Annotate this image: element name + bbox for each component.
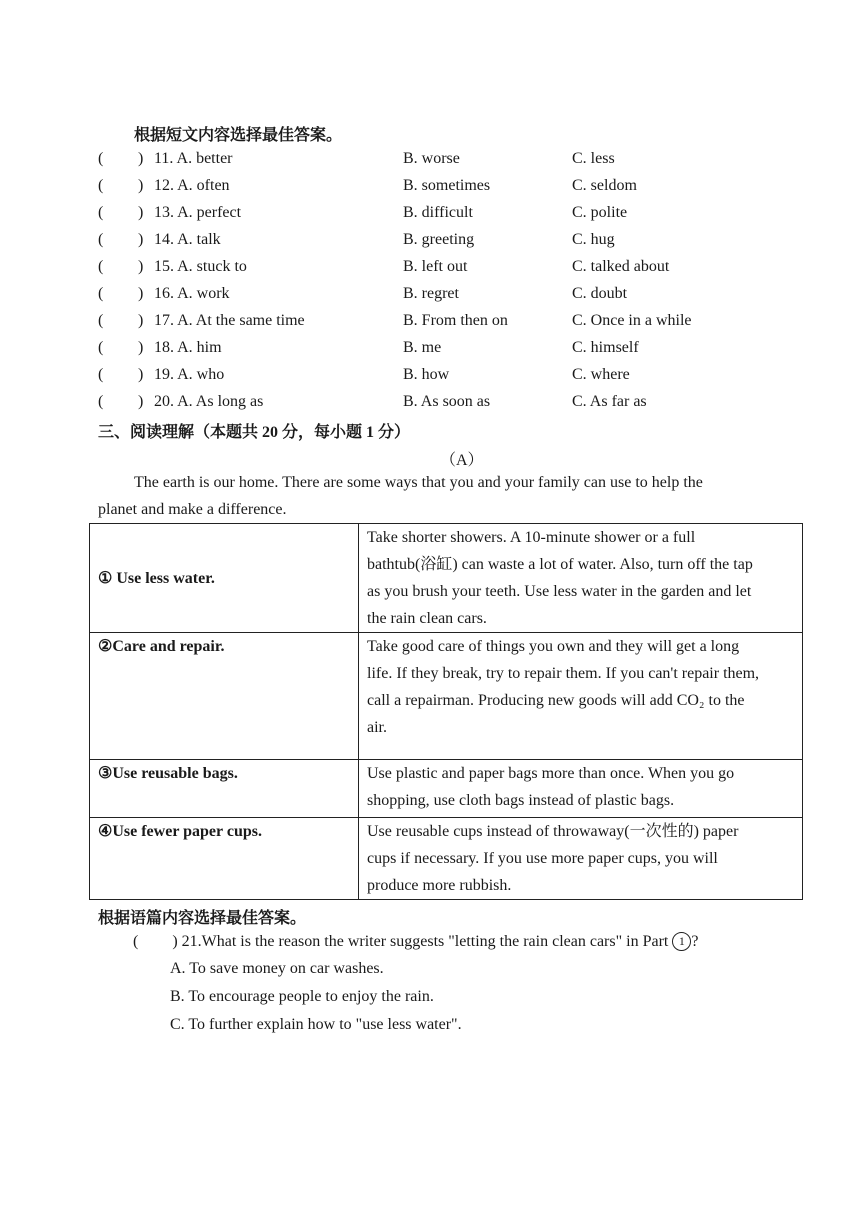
answer-blank[interactable]: [108, 393, 136, 413]
option-c: C. where: [572, 366, 630, 383]
answer-paren-left: (: [98, 285, 104, 302]
option-a: 11. A. better: [154, 150, 233, 167]
cloze-question-row: [98, 231, 798, 255]
circled-number: 1: [672, 932, 691, 951]
option-b: B. greeting: [403, 231, 475, 248]
question-instruction: 根据语篇内容选择最佳答案。: [98, 910, 307, 927]
option-c: C. Once in a while: [572, 312, 692, 329]
way-description-line: shopping, use cloth bags instead of plastic bags.: [367, 792, 675, 809]
answer-paren-left: (: [98, 339, 104, 356]
cloze-question-row: [98, 177, 798, 201]
section-title: 三、阅读理解（本题共 20 分，每小题 1 分）: [98, 424, 411, 441]
way-description-line: produce more rubbish.: [367, 877, 512, 894]
passage-intro-line-2: planet and make a difference.: [98, 501, 287, 518]
way-description: [359, 818, 803, 900]
answer-paren-right: ): [138, 366, 144, 383]
way-description-line: Use reusable cups instead of throwaway(一次性的) paper: [367, 823, 739, 840]
ways-table-row: [90, 818, 803, 900]
ways-table-row: [90, 524, 803, 633]
way-description-line: as you brush your teeth. Use less water in the garden and let: [367, 583, 752, 600]
answer-blank[interactable]: [108, 177, 136, 197]
option-b: B. regret: [403, 285, 459, 302]
way-description: [359, 760, 803, 818]
option-c: C. As far as: [572, 393, 647, 410]
part-label: （A）: [440, 452, 484, 469]
option-a: 12. A. often: [154, 177, 230, 194]
option-c: C. seldom: [572, 177, 637, 194]
answer-blank[interactable]: [108, 231, 136, 251]
way-title-text: ③Use reusable bags.: [98, 765, 238, 782]
option-b: B. me: [403, 339, 442, 356]
answer-paren-left: (: [98, 150, 104, 167]
way-title: [90, 524, 359, 633]
question-end: ?: [691, 933, 699, 950]
way-description: [359, 633, 803, 760]
way-description: [359, 524, 803, 633]
answer-blank[interactable]: [108, 312, 136, 332]
option-b: B. how: [403, 366, 450, 383]
option-a: 15. A. stuck to: [154, 258, 247, 275]
option-a: 19. A. who: [154, 366, 225, 383]
answer-blank[interactable]: [108, 258, 136, 278]
cloze-question-row: [98, 393, 798, 417]
ways-table-row: [90, 760, 803, 818]
way-title: [90, 818, 359, 900]
answer-paren-right: ): [138, 150, 144, 167]
way-description-line: call a repairman. Producing new goods will add CO₂ to the: [367, 692, 745, 709]
cloze-question-row: [98, 150, 798, 174]
option-c: C. polite: [572, 204, 628, 221]
option-b: B. As soon as: [403, 393, 491, 410]
option-c: C. hug: [572, 231, 615, 248]
option-a: 14. A. talk: [154, 231, 221, 248]
option-b: B. left out: [403, 258, 468, 275]
way-title: [90, 760, 359, 818]
passage-intro-line-1: The earth is our home. There are some ways that you and your family can use to help the: [134, 474, 703, 491]
option-b: B. difficult: [403, 204, 473, 221]
option-b: B. worse: [403, 150, 460, 167]
cloze-question-row: [98, 312, 798, 336]
option-a: 13. A. perfect: [154, 204, 242, 221]
answer-paren-right: ): [138, 339, 144, 356]
way-description-line: Use plastic and paper bags more than once. When you go: [367, 765, 735, 782]
way-description-line: cups if necessary. If you use more paper cups, you will: [367, 850, 718, 867]
ways-table-row: [90, 633, 803, 760]
cloze-question-row: [98, 366, 798, 390]
way-description-line: bathtub(浴缸) can waste a lot of water. Also, turn off the tap: [367, 556, 753, 573]
answer-blank[interactable]: [108, 285, 136, 305]
answer-blank[interactable]: [108, 204, 136, 224]
option-a: 20. A. As long as: [154, 393, 264, 410]
option-a: 18. A. him: [154, 339, 222, 356]
answer-paren-right: ): [138, 258, 144, 275]
option-b: B. From then on: [403, 312, 508, 329]
option-a: 17. A. At the same time: [154, 312, 305, 329]
cloze-instruction: 根据短文内容选择最佳答案。: [134, 127, 343, 144]
way-title-text: ②Care and repair.: [98, 638, 225, 655]
option-c: C. To further explain how to "use less water".: [170, 1016, 462, 1033]
answer-paren-left: (: [133, 933, 139, 950]
way-title-text: ① Use less water.: [98, 569, 215, 587]
answer-paren-left: (: [98, 366, 104, 383]
cloze-question-row: [98, 258, 798, 282]
answer-blank[interactable]: [108, 339, 136, 359]
answer-paren-right: ): [138, 204, 144, 221]
way-description-line: Take shorter showers. A 10-minute shower or a full: [367, 529, 696, 546]
answer-blank[interactable]: [108, 366, 136, 386]
question-21: [133, 932, 698, 951]
answer-paren-right: ): [138, 231, 144, 248]
answer-blank[interactable]: [108, 150, 136, 170]
answer-paren-left: (: [98, 258, 104, 275]
option-a: 16. A. work: [154, 285, 230, 302]
answer-paren-left: (: [98, 312, 104, 329]
answer-paren-left: (: [98, 231, 104, 248]
way-description-line: the rain clean cars.: [367, 610, 487, 627]
option-b: B. sometimes: [403, 177, 491, 194]
way-title: [90, 633, 359, 760]
option-c: C. less: [572, 150, 615, 167]
answer-paren-right: ): [138, 177, 144, 194]
way-description-line: air.: [367, 719, 387, 736]
option-c: C. himself: [572, 339, 639, 356]
question-stem: ) 21.What is the reason the writer suggests "letting the rain clean cars" in Part: [172, 933, 669, 950]
ways-table: [89, 523, 803, 900]
way-description-line: life. If they break, try to repair them. If you can't repair them,: [367, 665, 760, 682]
option-a: A. To save money on car washes.: [170, 960, 384, 977]
answer-paren-left: (: [98, 177, 104, 194]
answer-paren-left: (: [98, 204, 104, 221]
answer-paren-left: (: [98, 393, 104, 410]
option-c: C. talked about: [572, 258, 670, 275]
way-title-text: ④Use fewer paper cups.: [98, 823, 262, 840]
way-description-line: Take good care of things you own and they will get a long: [367, 638, 740, 655]
answer-paren-right: ): [138, 312, 144, 329]
cloze-question-row: [98, 204, 798, 228]
option-c: C. doubt: [572, 285, 628, 302]
cloze-question-row: [98, 339, 798, 363]
cloze-question-row: [98, 285, 798, 309]
answer-paren-right: ): [138, 393, 144, 410]
option-b: B. To encourage people to enjoy the rain.: [170, 988, 434, 1005]
answer-paren-right: ): [138, 285, 144, 302]
